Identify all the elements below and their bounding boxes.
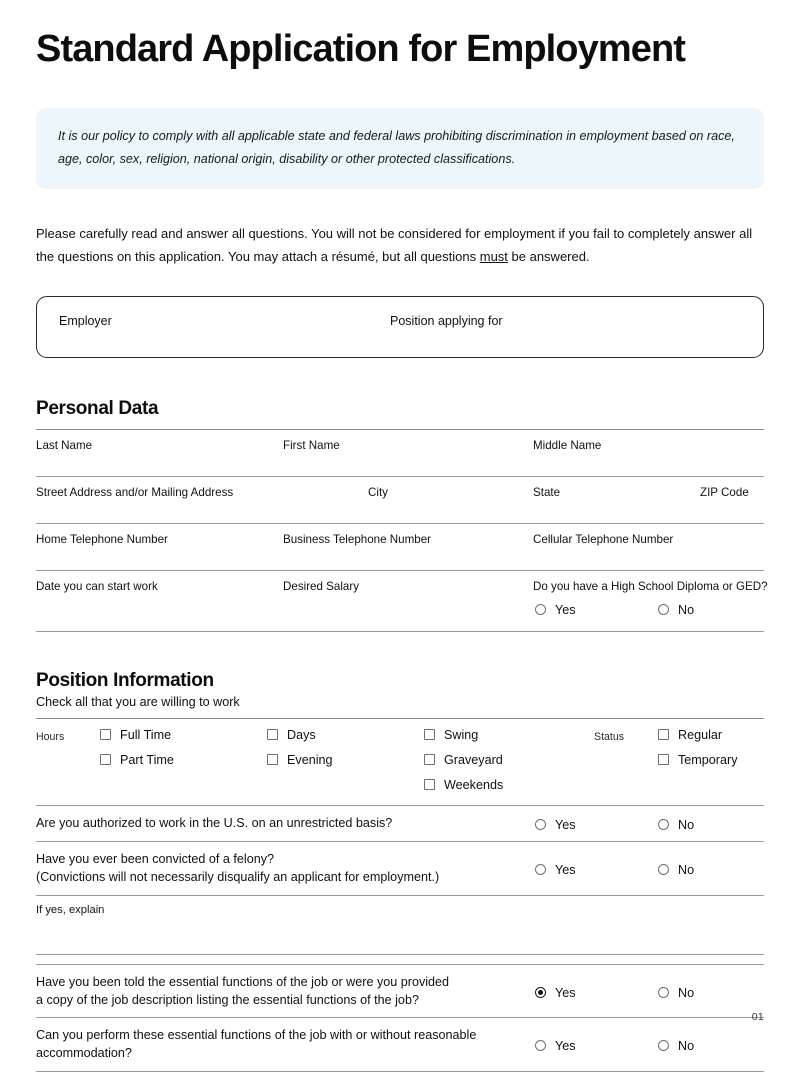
checkbox-evening[interactable]	[267, 753, 333, 767]
essential-functions-told-yes-option[interactable]	[535, 984, 576, 1002]
option-label: No	[678, 862, 695, 877]
radio-icon[interactable]	[535, 1040, 546, 1051]
checkbox-label: Evening	[287, 752, 333, 767]
checkbox-regular[interactable]	[658, 728, 722, 742]
essential-functions-perform-line2: accommodation?	[36, 1046, 132, 1061]
page-title: Standard Application for Employment	[36, 28, 686, 70]
policy-notice-text: It is our policy to comply with all applicable state and federal laws prohibiting discrimination in employment based on race, age, color, sex, religion, national origin, disability or other protected classifications.	[58, 128, 735, 167]
work-authorization-no-option[interactable]	[658, 816, 694, 834]
checkbox-icon[interactable]	[267, 729, 278, 740]
checkbox-icon[interactable]	[267, 754, 278, 765]
question-row-essential-functions-perform	[36, 1018, 764, 1071]
question-row-felony	[36, 842, 764, 895]
essential-functions-told-no-option[interactable]	[658, 984, 694, 1002]
essential-functions-told-line2: a copy of the job description listing the essential functions of the job?	[36, 992, 419, 1007]
checkbox-icon[interactable]	[658, 754, 669, 765]
checkbox-days[interactable]	[267, 728, 316, 742]
checkbox-label: Weekends	[444, 777, 504, 792]
radio-icon[interactable]	[658, 987, 669, 998]
employer-field-label: Employer	[59, 313, 112, 328]
personal-data-row-name	[36, 430, 764, 476]
essential-functions-perform-line1: Can you perform these essential functions of the job with or without reasonable	[36, 1028, 477, 1043]
checkbox-icon[interactable]	[658, 729, 669, 740]
radio-icon[interactable]	[658, 864, 669, 875]
explain-write-in-area[interactable]	[36, 916, 764, 954]
checkbox-part-time[interactable]	[100, 753, 174, 767]
instructions-part2: be answered.	[507, 249, 590, 265]
option-label: No	[678, 1039, 695, 1054]
essential-functions-perform-yes-option[interactable]	[535, 1037, 576, 1055]
option-label: No	[678, 985, 695, 1000]
position-information-subheading: Check all that you are willing to work	[36, 694, 240, 709]
essential-functions-told-question	[36, 974, 506, 1010]
checkbox-label: Full Time	[120, 727, 172, 742]
question-row-work-authorization	[36, 806, 764, 841]
availability-checkbox-grid	[36, 719, 764, 791]
essential-functions-told-line1: Have you been told the essential functions of the job or were you provided	[36, 974, 450, 989]
business-phone-label: Business Telephone Number	[283, 532, 432, 546]
status-label: Status	[594, 730, 625, 743]
position-information-heading: Position Information	[36, 669, 214, 691]
home-phone-label: Home Telephone Number	[36, 532, 168, 546]
zip-code-label: ZIP Code	[700, 485, 749, 499]
checkbox-weekends[interactable]	[424, 778, 503, 792]
state-label: State	[533, 485, 561, 499]
felony-question-line1: Have you ever been convicted of a felony?	[36, 851, 275, 866]
divider	[36, 631, 764, 632]
radio-icon[interactable]	[535, 864, 546, 875]
street-address-label: Street Address and/or Mailing Address	[36, 485, 234, 499]
checkbox-icon[interactable]	[424, 779, 435, 790]
checkbox-label: Regular	[678, 727, 723, 742]
felony-question	[36, 851, 506, 887]
checkbox-label: Days	[287, 727, 316, 742]
checkbox-swing[interactable]	[424, 728, 478, 742]
personal-data-heading: Personal Data	[36, 397, 159, 419]
option-label: Yes	[555, 1039, 576, 1054]
checkbox-temporary[interactable]	[658, 753, 738, 767]
diploma-question-label: Do you have a High School Diploma or GED?	[533, 579, 768, 593]
if-yes-explain-label: If yes, explain	[36, 903, 105, 916]
option-label: No	[678, 817, 695, 832]
work-authorization-question: Are you authorized to work in the U.S. on an unrestricted basis?	[36, 815, 393, 830]
spacer	[36, 955, 764, 964]
checkbox-label: Part Time	[120, 752, 174, 767]
checkbox-icon[interactable]	[100, 729, 111, 740]
instructions-part1: Please carefully read and answer all questions. You will not be considered for employment if you fail to completely answer all the questions on this application. You may attach a résumé, but all questions	[36, 226, 753, 265]
option-label: Yes	[555, 862, 576, 877]
diploma-yes-option[interactable]	[535, 601, 576, 619]
city-label: City	[368, 485, 388, 499]
instructions-emphasis: must	[479, 249, 508, 265]
checkbox-label: Temporary	[678, 752, 738, 767]
diploma-yes-label: Yes	[555, 602, 576, 617]
radio-icon[interactable]	[535, 604, 546, 615]
work-authorization-yes-option[interactable]	[535, 816, 576, 834]
instructions-paragraph	[36, 223, 764, 269]
diploma-no-label: No	[678, 602, 695, 617]
checkbox-graveyard[interactable]	[424, 753, 503, 767]
radio-icon[interactable]	[658, 1040, 669, 1051]
option-label: Yes	[555, 985, 576, 1000]
essential-functions-perform-question	[36, 1027, 506, 1063]
last-name-label: Last Name	[36, 438, 93, 452]
hours-label: Hours	[36, 730, 65, 743]
diploma-no-option[interactable]	[658, 601, 694, 619]
felony-question-line2: (Convictions will not necessarily disqualify an applicant for employment.)	[36, 869, 440, 884]
felony-no-option[interactable]	[658, 861, 694, 879]
radio-icon[interactable]	[658, 604, 669, 615]
checkbox-label: Graveyard	[444, 752, 503, 767]
radio-icon[interactable]	[535, 987, 546, 998]
radio-icon[interactable]	[658, 819, 669, 830]
checkbox-icon[interactable]	[100, 754, 111, 765]
personal-data-row-address	[36, 477, 764, 523]
checkbox-label: Swing	[444, 727, 479, 742]
middle-name-label: Middle Name	[533, 438, 602, 452]
checkbox-full-time[interactable]	[100, 728, 171, 742]
essential-functions-perform-no-option[interactable]	[658, 1037, 694, 1055]
employer-position-box[interactable]	[36, 296, 764, 358]
personal-data-row-phones	[36, 524, 764, 570]
checkbox-icon[interactable]	[424, 754, 435, 765]
cellular-phone-label: Cellular Telephone Number	[533, 532, 674, 546]
page-number: 01	[751, 1011, 764, 1023]
felony-yes-option[interactable]	[535, 861, 576, 879]
desired-salary-label: Desired Salary	[283, 579, 360, 593]
radio-icon[interactable]	[535, 819, 546, 830]
position-applying-for-label: Position applying for	[390, 313, 503, 328]
option-label: Yes	[555, 817, 576, 832]
question-row-essential-functions-told	[36, 965, 764, 1018]
personal-data-row-start-salary	[36, 571, 768, 631]
start-date-label: Date you can start work	[36, 579, 158, 593]
checkbox-icon[interactable]	[424, 729, 435, 740]
first-name-label: First Name	[283, 438, 340, 452]
policy-notice-box	[36, 108, 764, 190]
